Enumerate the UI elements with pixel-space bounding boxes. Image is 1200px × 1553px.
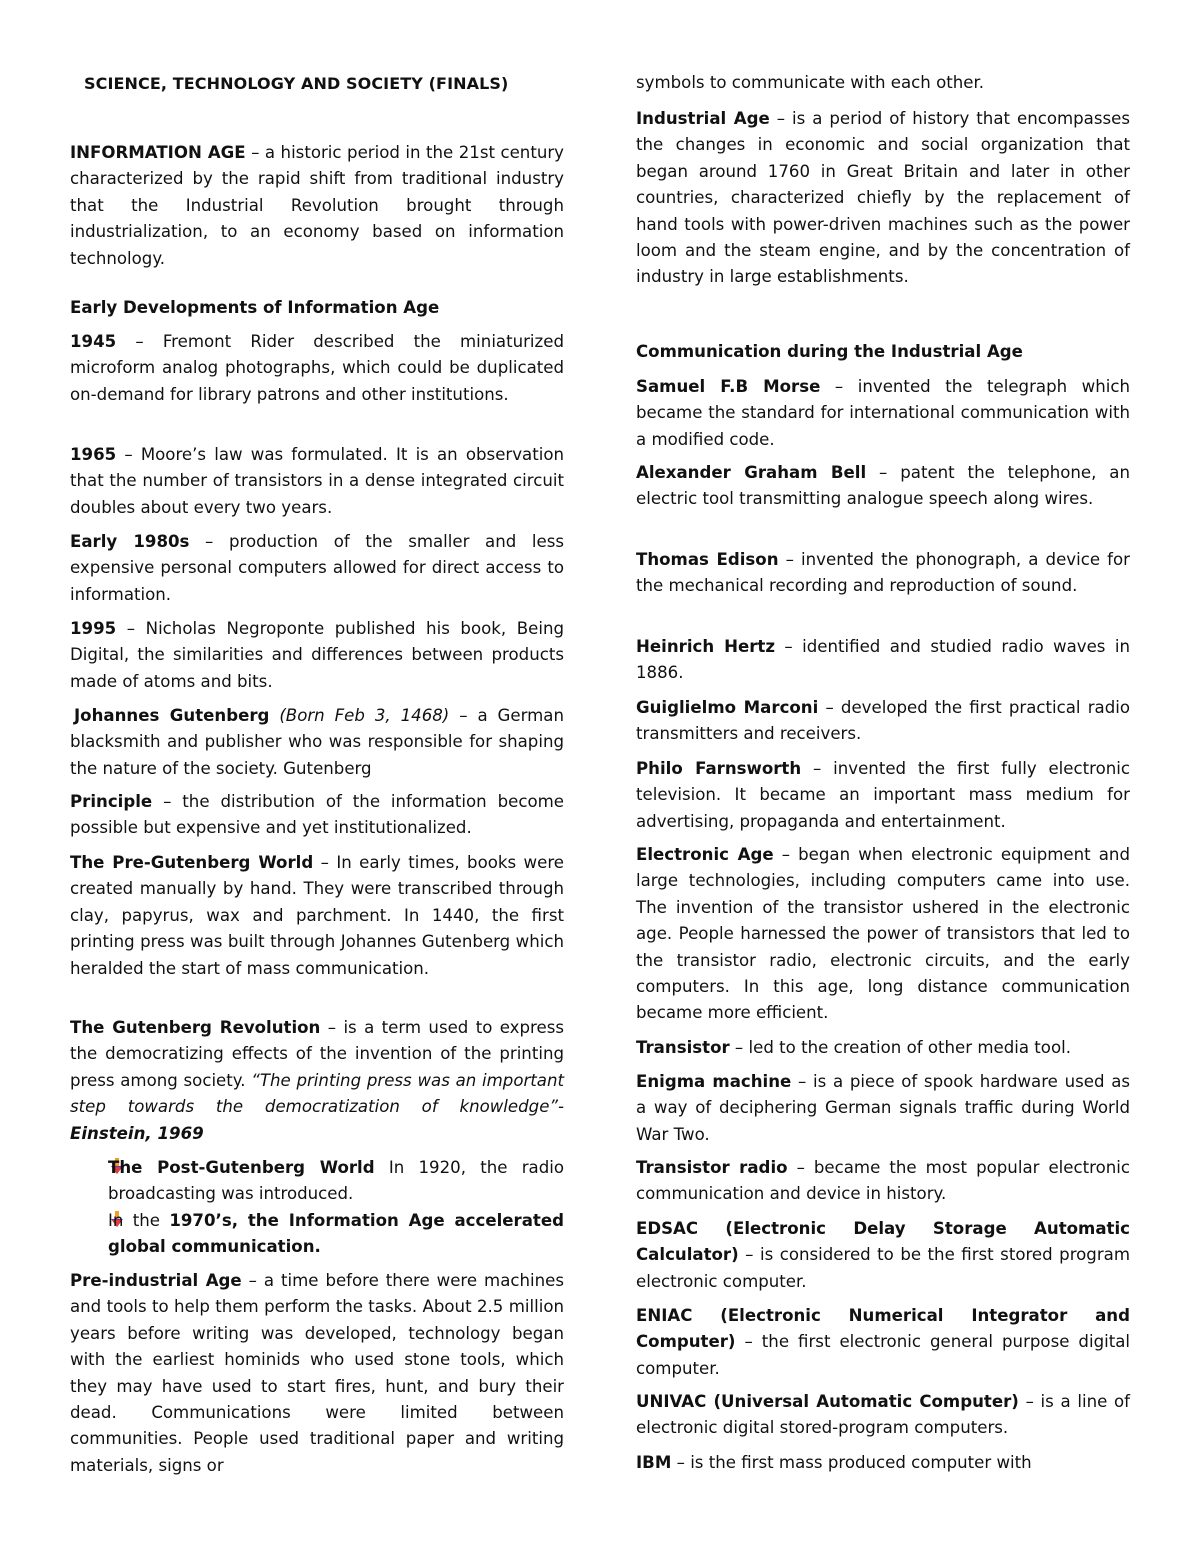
term: Thomas Edison <box>636 550 779 569</box>
term: Industrial Age <box>636 109 770 128</box>
term: 1965 <box>70 445 117 464</box>
entry-bell <box>636 460 1130 513</box>
entry-edsac <box>636 1216 1130 1295</box>
definition: – led to the creation of other media tool. <box>729 1038 1071 1057</box>
bullet-1970s <box>108 1208 564 1261</box>
bullet-prefix: In the <box>108 1211 170 1230</box>
definition: – is the first mass produced computer with <box>671 1453 1032 1472</box>
definition: – is a period of history that encompasses the changes in economic and social organization that began around 1760 in Great Britain and later in other countries, characterized chiefly by the replacement of hand tools with power-driven machines such as the power loom and the steam engine, and by the concentration of industry in large establishments. <box>636 109 1130 287</box>
term: The Pre-Gutenberg World <box>70 853 314 872</box>
term: Electronic Age <box>636 845 774 864</box>
definition: – a time before there were machines and tools to help them perform the tasks. About 2.5 million years before writing was developed, technology began with the earliest hominids who used stone tools, which they may have used to start fires, hunt, and bury their dead. Communications were limited between communities. People used traditional paper and writing materials, signs or <box>70 1271 564 1475</box>
entry-ibm <box>636 1450 1130 1476</box>
term: Transistor radio <box>636 1158 788 1177</box>
entry-1945 <box>70 329 564 408</box>
quote: “The printing press was an important step towards the democratization of knowledge”- <box>70 1070 565 1117</box>
information-age-paragraph <box>70 140 564 272</box>
term: Philo Farnsworth <box>636 759 802 778</box>
entry-1995 <box>70 616 564 695</box>
definition: In 1920, the radio broadcasting was introduced. <box>108 1158 564 1204</box>
definition: – production of the smaller and less expensive personal computers allowed for direct access to information. <box>70 532 565 604</box>
term: Johannes Gutenberg <box>74 706 270 725</box>
term: UNIVAC (Universal Automatic Computer) <box>636 1392 1019 1411</box>
birth-date: (Born Feb 3, 1468) <box>269 706 450 725</box>
definition: – a German blacksmith and publisher who was responsible for shaping the nature of the society. Gutenberg <box>70 706 564 778</box>
term: EDSAC (Electronic Delay Storage Automatic Calculator) <box>636 1219 1130 1265</box>
term: IBM <box>636 1453 672 1472</box>
entry-hertz <box>636 634 1130 687</box>
definition: – is a line of electronic digital stored-program computers. <box>636 1392 1130 1438</box>
term: Principle <box>70 792 153 811</box>
definition: – patent the telephone, an electric tool transmitting analogue speech along wires. <box>636 463 1130 509</box>
definition: – became the most popular electronic communication and device in history. <box>636 1158 1130 1204</box>
entry-gutenberg-revolution <box>70 1015 564 1147</box>
definition: – identified and studied radio waves in 1886. <box>636 637 1130 683</box>
definition: – invented the first fully electronic television. It became an important mass medium for advertising, propaganda and entertainment. <box>636 759 1130 831</box>
definition: – began when electronic equipment and large technologies, including computers came into use. The invention of the transistor ushered in the electronic age. People harnessed the power of transistors that led to the transistor radio, electronic circuits, and the early computers. In this age, long distance communication became more efficient. <box>636 845 1130 1023</box>
term: Early 1980s <box>70 532 190 551</box>
term: ENIAC (Electronic Numerical Integrator and Computer) <box>636 1306 1130 1352</box>
definition: – Moore’s law was formulated. It is an observation that the number of transistors in a dense integrated circuit doubles about every two years. <box>70 445 564 517</box>
entry-univac <box>636 1389 1130 1442</box>
definition: – is considered to be the first stored program electronic computer. <box>636 1245 1130 1291</box>
term: Enigma machine <box>636 1072 792 1091</box>
entry-pre-gutenberg <box>70 850 564 982</box>
entry-farnsworth <box>636 756 1130 835</box>
bullet-emphasis: 1970’s, the Information Age accelerated global communication. <box>108 1211 564 1257</box>
communication-heading: Communication during the Industrial Age <box>636 342 1023 361</box>
entry-morse <box>636 374 1130 453</box>
term: Alexander Graham Bell <box>636 463 867 482</box>
entry-enigma <box>636 1069 1130 1148</box>
definition: – is a piece of spook hardware used as a way of deciphering German signals traffic during World War Two. <box>636 1072 1131 1144</box>
definition: – invented the telegraph which became the standard for international communication with a modified code. <box>636 377 1130 449</box>
entry-principle <box>70 789 564 842</box>
definition: – a historic period in the 21st century characterized by the rapid shift from traditional industry that the Industrial Revolution brought through industrialization, to an economy based on information technology. <box>70 143 564 268</box>
term: The Gutenberg Revolution <box>70 1018 321 1037</box>
entry-transistor-radio <box>636 1155 1130 1208</box>
term: INFORMATION AGE <box>70 143 246 162</box>
bullet-post-gutenberg <box>108 1155 564 1208</box>
definition: – is a term used to express the democratizing effects of the invention of the printing press among society. <box>70 1018 564 1090</box>
continued-text: symbols to communicate with each other. <box>636 73 985 92</box>
definition: – In early times, books were created manually by hand. They were transcribed through clay, papyrus, wax and parchment. In 1440, the first printing press was built through Johannes Gutenberg which heralded the start of mass communication. <box>70 853 564 978</box>
definition: – the first electronic general purpose digital computer. <box>636 1332 1130 1378</box>
term: Transistor <box>636 1038 730 1057</box>
entry-gutenberg <box>70 703 564 782</box>
entry-1965 <box>70 442 564 521</box>
entry-marconi <box>636 695 1130 748</box>
entry-eniac <box>636 1303 1130 1382</box>
term: Heinrich Hertz <box>636 637 775 656</box>
definition: – Fremont Rider described the miniaturized microform analog photographs, which could be duplicated on-demand for library patrons and other institutions. <box>70 332 564 404</box>
definition: – developed the first practical radio transmitters and receivers. <box>636 698 1130 744</box>
early-developments-heading: Early Developments of Information Age <box>70 298 440 317</box>
term: Pre-industrial Age <box>70 1271 242 1290</box>
entry-pre-industrial-age <box>70 1268 564 1479</box>
quote-author: Einstein, 1969 <box>70 1123 204 1143</box>
document-title: SCIENCE, TECHNOLOGY AND SOCIETY (FINALS) <box>84 74 509 93</box>
definition: – invented the phonograph, a device for the mechanical recording and reproduction of sound. <box>636 550 1130 596</box>
entry-transistor <box>636 1035 1130 1061</box>
term: The Post-Gutenberg World <box>108 1158 375 1177</box>
definition: – Nicholas Negroponte published his book, Being Digital, the similarities and differences between products made of atoms and bits. <box>70 619 564 691</box>
entry-edison <box>636 547 1130 600</box>
entry-early-1980s <box>70 529 564 608</box>
term: 1995 <box>70 619 117 638</box>
entry-electronic-age <box>636 842 1130 1027</box>
definition: – the distribution of the information become possible but expensive and yet institutionalized. <box>70 792 564 838</box>
term: 1945 <box>70 332 117 351</box>
term: Guiglielmo Marconi <box>636 698 819 717</box>
entry-industrial-age <box>636 106 1130 291</box>
term: Samuel F.B Morse <box>636 377 821 396</box>
